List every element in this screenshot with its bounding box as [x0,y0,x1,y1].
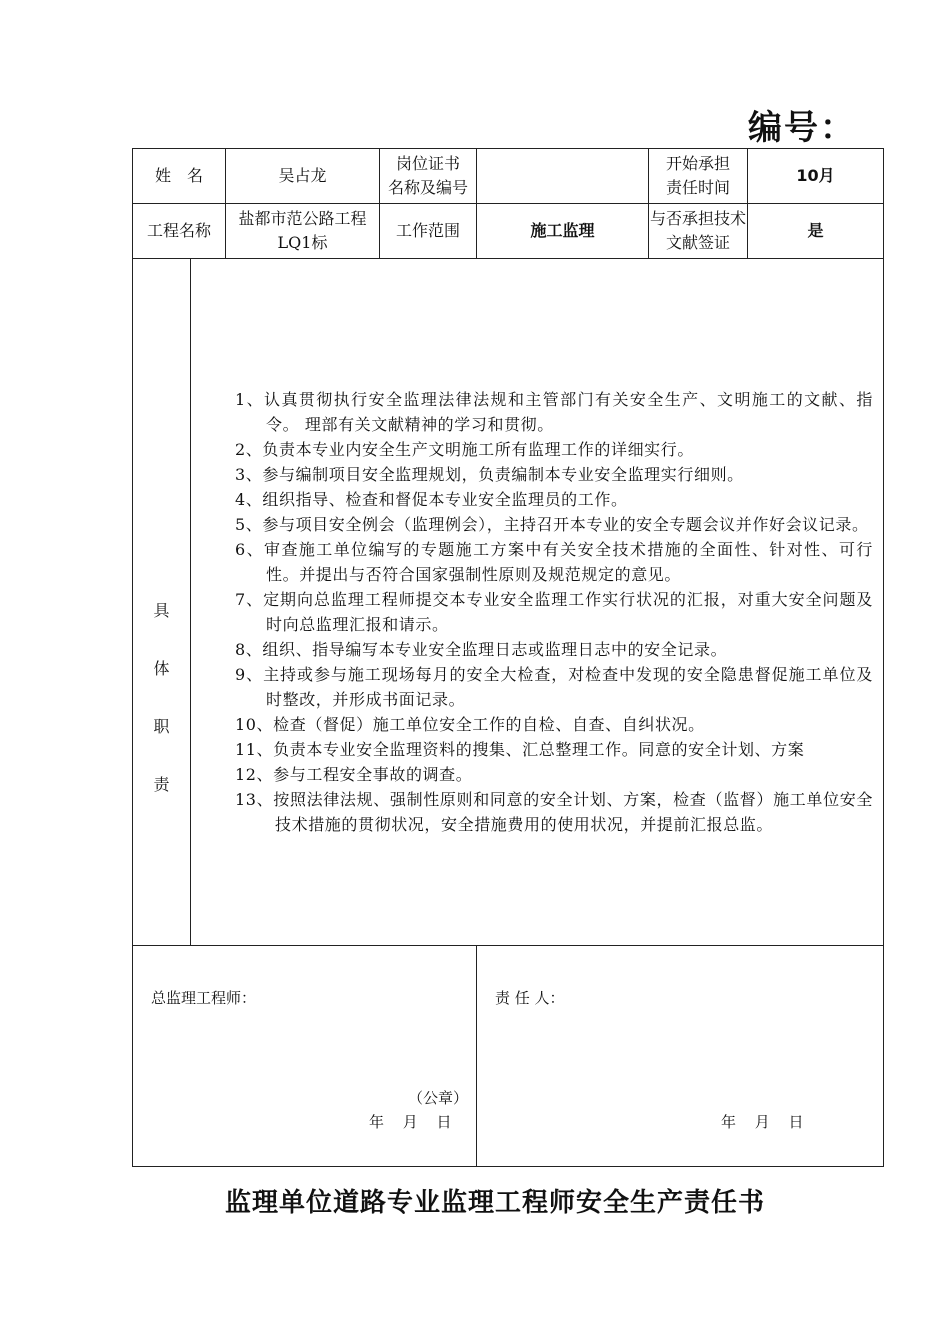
start-time-label-line1: 开始承担 [666,154,731,173]
cert-label-line1: 岗位证书 [396,154,461,173]
scope-label-cell [380,204,477,259]
scope-value-cell [477,204,649,259]
official-seal-label: （公章） [408,1089,469,1107]
responsible-person-label: 责 任 人： [495,989,565,1007]
duty-item-13: 13、按照法律法规、强制性原则和同意的安全计划、方案，检查（监督）施工单位安全技术措施的贯彻状况，安全措施费用的使用状况，并提前汇报总监。 [235,790,874,834]
form-row-personal [133,149,884,204]
form-row-duties [133,259,884,946]
duty-item-2: 2、负责本专业内安全生产文明施工所有监理工作的详细实行。 [235,440,694,459]
duty-item-4: 4、组织指导、检查和督促本专业安全监理员的工作。 [235,490,628,509]
tech-cert-label-line1: 与否承担技术 [650,209,747,228]
duties-label-char-2: 体 [153,659,170,678]
duty-item-11: 11、负责本专业安全监理资料的搜集、汇总整理工作。同意的安全计划、方案 [235,740,805,759]
document-title: 监理单位道路专业监理工程师安全生产责任书 [224,1188,765,1218]
project-value-cell [226,204,380,259]
tech-cert-value-cell [748,204,884,259]
project-label-cell [133,204,226,259]
start-time-label-cell [649,149,748,204]
tech-cert-label-cell [649,204,748,259]
duties-label-char-1: 具 [153,601,170,620]
duty-item-6: 6、审查施工单位编写的专题施工方案中有关安全技术措施的全面性、针对性、可行性。并提出与否符合国家强制性原则及规范规定的意见。 [235,540,874,584]
form-row-project [133,204,884,259]
form-row-signatures [133,946,884,1167]
duty-item-9: 9、主持或参与施工现场每月的安全大检查，对检查中发现的安全隐患督促施工单位及时整改，并形成书面记录。 [235,665,874,709]
duty-item-12: 12、参与工程安全事故的调查。 [235,765,473,784]
duties-content-cell [191,259,884,946]
project-value-line1: 盐都市范公路工程 [238,209,367,228]
tech-cert-label-line2: 文献签证 [666,233,731,252]
duties-label-cell [133,259,191,946]
duty-item-8: 8、组织、指导编写本专业安全监理日志或监理日志中的安全记录。 [235,640,728,659]
scope-label: 工作范围 [396,221,461,240]
duty-item-5: 5、参与项目安全例会（监理例会），主持召开本专业的安全专题会议并作好会议记录。 [235,515,869,534]
responsibility-form-table [132,148,884,1167]
duties-list [191,367,883,837]
chief-engineer-date: 年 月 日 [369,1113,452,1131]
tech-cert-value: 是 [807,221,824,240]
duty-item-1: 1、认真贯彻执行安全监理法律法规和主管部门有关安全生产、文明施工的文献、指令。 理部有关文献精神的学习和贯彻。 [235,390,874,434]
name-value: 吴占龙 [278,166,327,185]
document-number-label: 编号： [748,108,856,148]
duty-item-3: 3、参与编制项目安全监理规划，负责编制本专业安全监理实行细则。 [235,465,744,484]
project-label: 工程名称 [147,221,212,240]
duties-label-char-4: 责 [153,775,170,794]
name-label: 姓 名 [155,166,204,185]
start-time-value-cell [748,149,884,204]
project-value-line2: LQ1标 [277,233,328,252]
responsible-person-date: 年 月 日 [721,1113,804,1131]
chief-engineer-signature-cell [133,946,477,1167]
responsible-person-signature-cell [477,946,884,1167]
duty-item-10: 10、检查（督促）施工单位安全工作的自检、自查、自纠状况。 [235,715,705,734]
start-time-label-line2: 责任时间 [666,178,731,197]
cert-label-cell [380,149,477,204]
cert-label-line2: 名称及编号 [388,178,469,197]
scope-value: 施工监理 [530,221,595,240]
chief-engineer-label: 总监理工程师： [151,989,257,1007]
duties-label-char-3: 职 [153,717,170,736]
name-label-cell [133,149,226,204]
duty-item-7: 7、定期向总监理工程师提交本专业安全监理工作实行状况的汇报，对重大安全问题及时向总监理汇报和请示。 [235,590,874,634]
name-value-cell [226,149,380,204]
start-time-value: 10月 [796,166,835,185]
cert-value-cell [477,149,649,204]
